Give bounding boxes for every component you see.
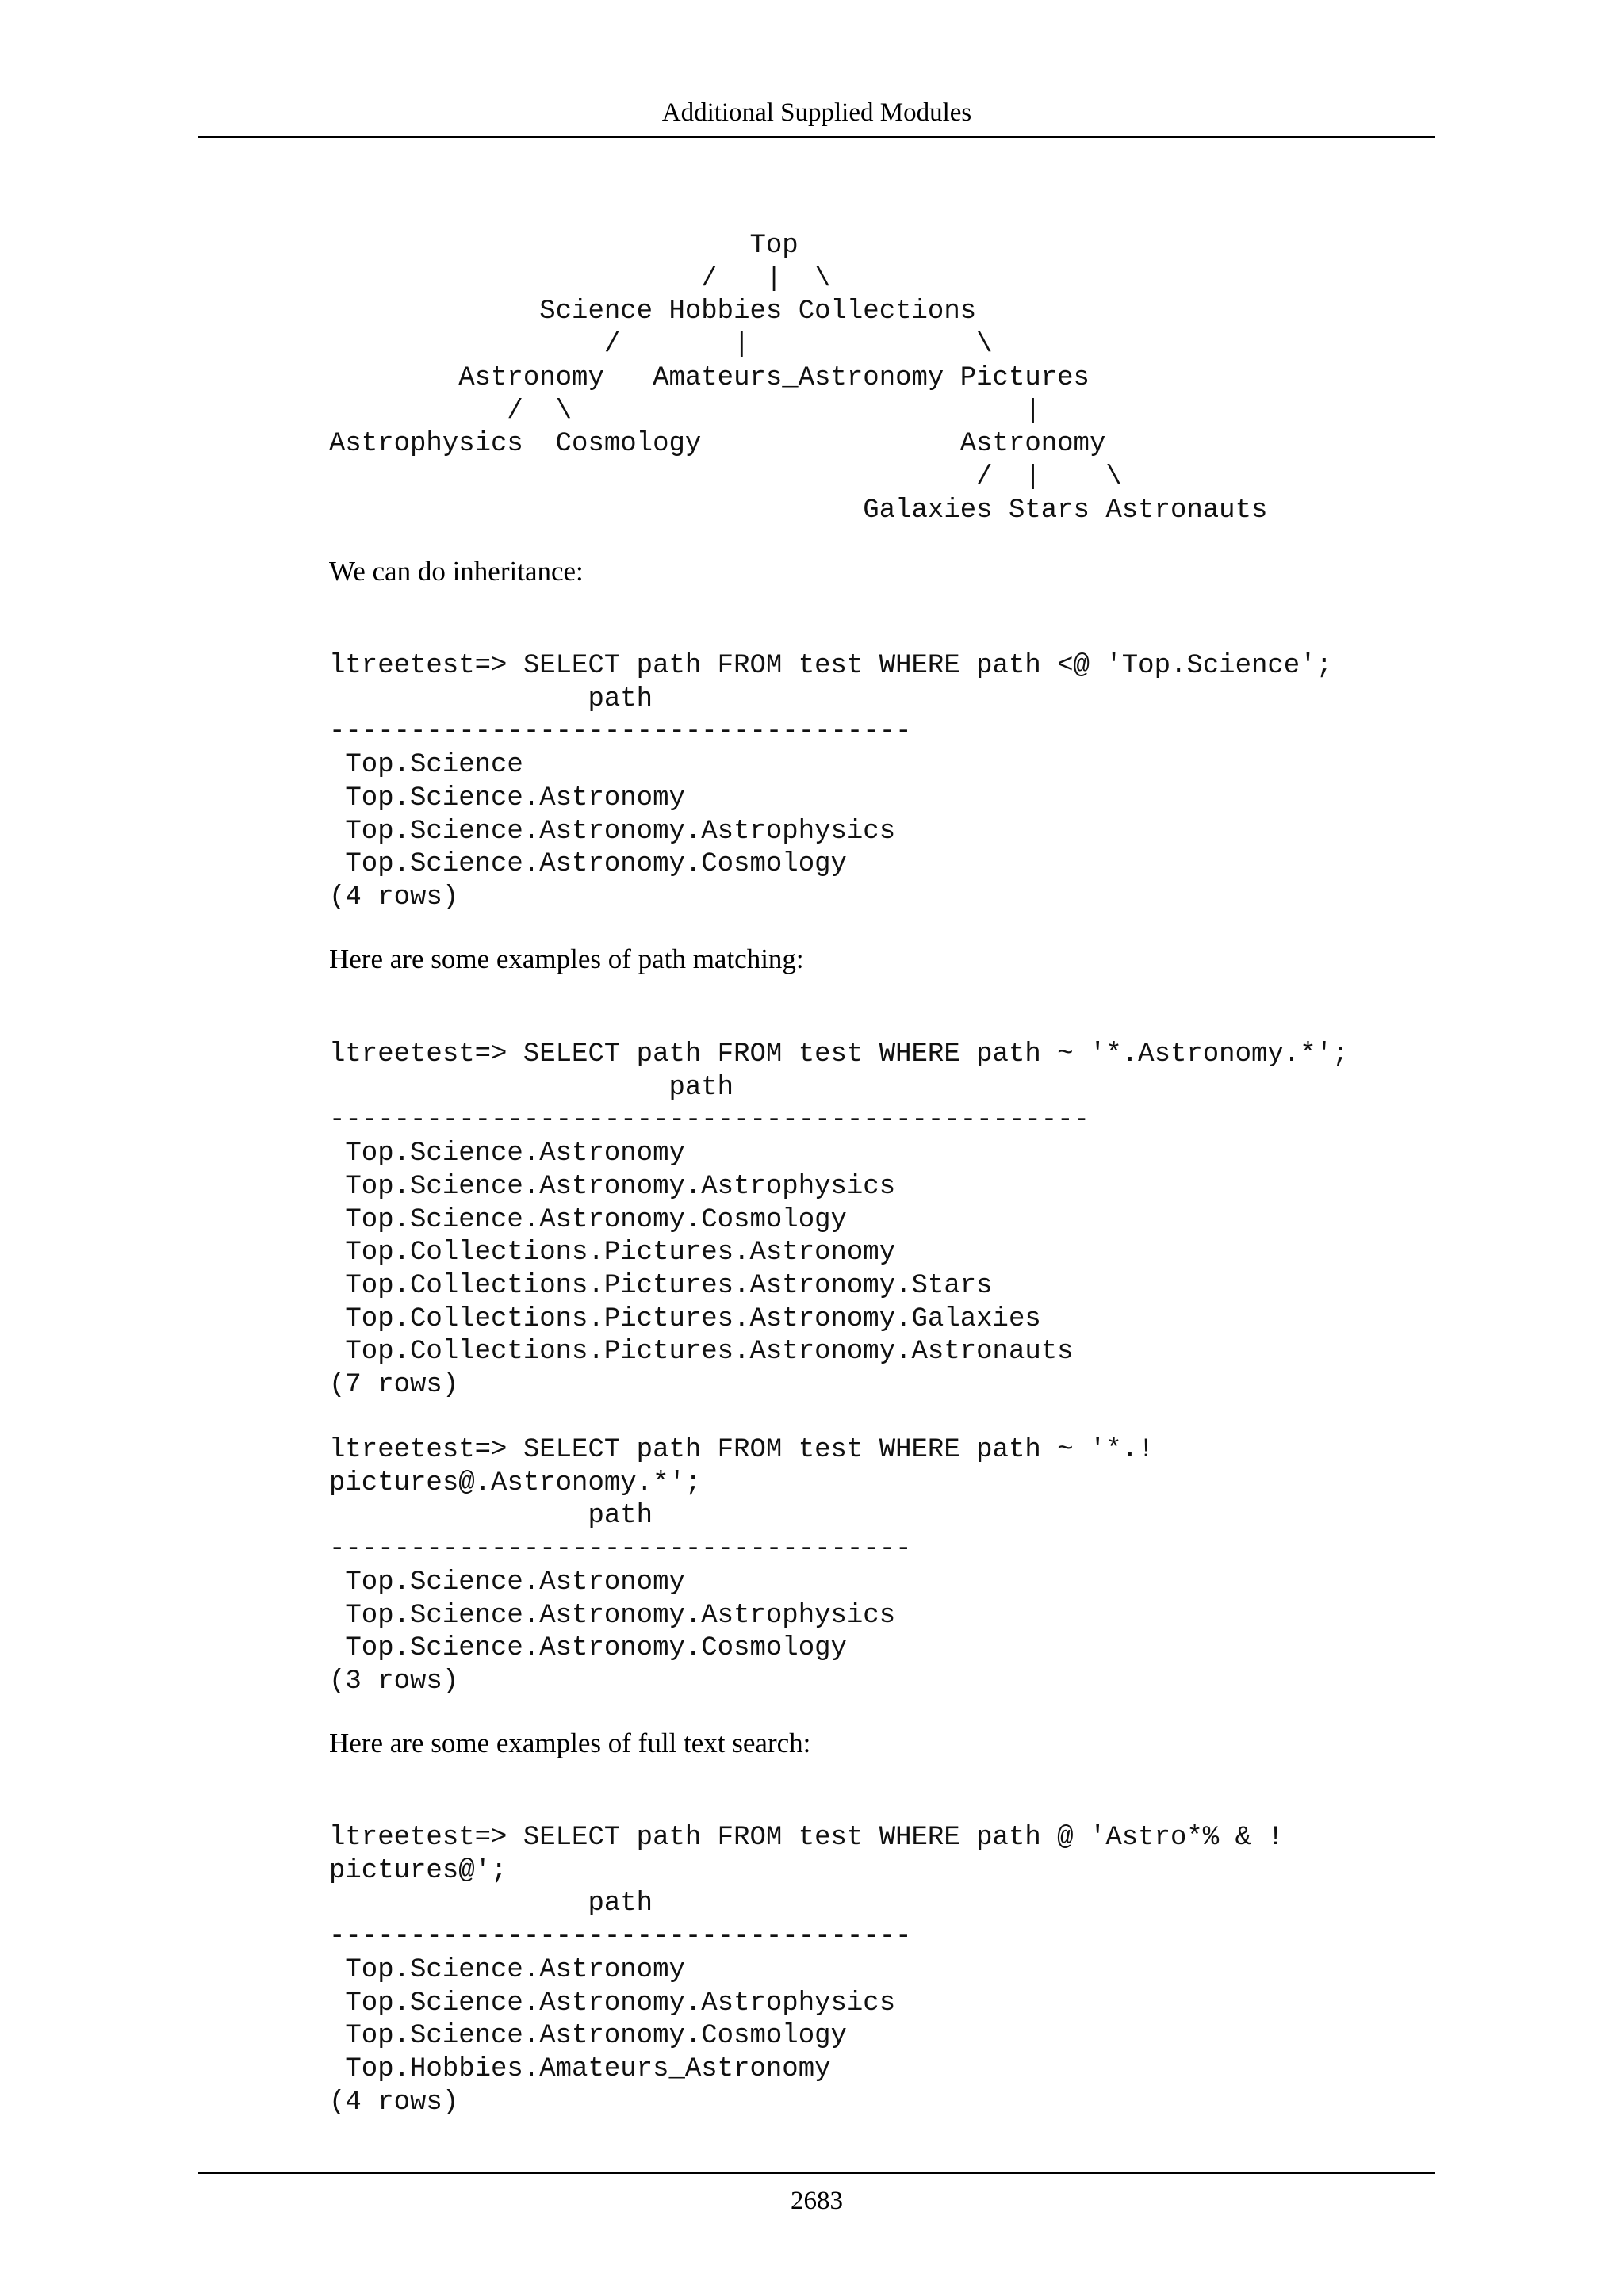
inheritance-intro-text: We can do inheritance: <box>329 556 584 587</box>
footer-divider <box>198 2172 1435 2174</box>
path-matching-query-block-2: ltreetest=> SELECT path FROM test WHERE path ~ '*.! pictures@.Astronomy.*'; path ------------------------------------ Top.Science.Astronomy Top.Science.Astronomy.Astrophysics Top.Science.Astronomy.Cosmology (3 rows) <box>329 1435 1155 1697</box>
page-header-title: Additional Supplied Modules <box>661 98 972 127</box>
page-number: 2683 <box>791 2187 843 2215</box>
inheritance-query-block: ltreetest=> SELECT path FROM test WHERE path <@ 'Top.Science'; path ------------------------------------ Top.Science Top.Science.Astronomy Top.Science.Astronomy.Astrophysics Top.Science.Astronomy.Cosmology (4 rows) <box>329 651 1333 913</box>
path-matching-intro-text: Here are some examples of path matching: <box>329 943 804 974</box>
ltree-hierarchy-diagram: Top / | \ Science Hobbies Collections / | \ Astronomy Amateurs_Astronomy Pictures / \ | Astrophysics Cosmology Astronomy / | \ Galaxies Stars Astronauts <box>329 231 1268 526</box>
header-divider <box>198 136 1435 138</box>
path-matching-query-block-1: ltreetest=> SELECT path FROM test WHERE path ~ '*.Astronomy.*'; path ----------------------------------------------- Top.Science.Astronomy Top.Science.Astronomy.Astrophysics Top.Science.Astronomy.Cosmology Top.Collections.Pictures.Astronomy Top.Collections.Pictures.Astronomy.Stars Top.Collections.Pictures.Astronomy.Galaxies Top.Collections.Pictures.Astronomy.Astronauts (7 rows) <box>329 1039 1349 1401</box>
full-text-search-intro-text: Here are some examples of full text search: <box>329 1728 811 1758</box>
full-text-search-query-block: ltreetest=> SELECT path FROM test WHERE path @ 'Astro*% & ! pictures@'; path ------------------------------------ Top.Science.Astronomy Top.Science.Astronomy.Astrophysics Top.Science.Astronomy.Cosmology Top.Hobbies.Amateurs_Astronomy (4 rows) <box>329 1823 1284 2118</box>
